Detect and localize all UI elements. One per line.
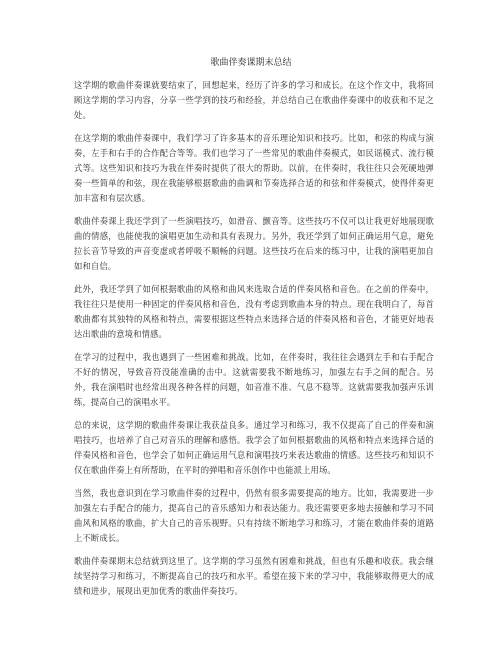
document-title: 歌曲伴奏课期末总结	[210, 58, 292, 68]
paragraph-3: 歌曲伴奏课上我还学到了一些演唱技巧，如滑音、颤音等。这些技巧不仅可以让我更好地展现歌曲的情感，也能使我的演唱更加生动和具有表现力。另外，我还学到了如何正确运用气息，避免拉长音节导致的声音变虚或者呼吸不顺畅的问题。这些技巧在后来的练习中，让我的演唱更加自如和自信。	[74, 216, 434, 271]
paragraph-5: 在学习的过程中，我也遇到了一些困难和挑战。比如，在伴奏时，我往往会遇到左手和右手配合不好的情况，导致音符没能准确的击中。这就需要我不断地练习，加强左右手之间的配合。另外，我在演唱时也经常出现各种各样的问题，如音准不准、气息不稳等。这就需要我加强声乐训练，提高自己的演唱水平。	[74, 352, 434, 407]
paragraph-1: 这学期的歌曲伴奏课就要结束了，回想起来，经历了许多的学习和成长。在这个作文中，我将回顾这学期的学习内容，分享一些学到的技巧和经验，并总结自己在歌曲伴奏课中的收获和不足之处。	[74, 80, 434, 120]
paragraph-6: 总的来说，这学期的歌曲伴奏课让我获益良多。通过学习和练习，我不仅提高了自己的伴奏和演唱技巧，也培养了自己对音乐的理解和感悟。我学会了如何根据歌曲的风格和特点来选择合适的伴奏风格和音色，也学会了如何正确运用气息和演唱技巧来表达歌曲的情感。这些技巧和知识不仅在歌曲伴奏上有所帮助，在平时的弹唱和音乐创作中也能派上用场。	[74, 420, 434, 475]
paragraph-2: 在这学期的歌曲伴奏课中，我们学习了许多基本的音乐理论知识和技巧。比如，和弦的构成与演奏，左手和右手的合作配合等等。我们也学习了一些常见的歌曲伴奏模式，如民谣模式、流行模式等。这些知识和技巧为我在伴奏时提供了很大的帮助。以前，在伴奏时，我往往只会死硬地弹奏一些简单的和弦，现在我能够根据歌曲的曲调和节奏选择合适的和弦和伴奏模式，使得伴奏更加丰富和有层次感。	[74, 133, 434, 203]
paragraph-8: 歌曲伴奏课期末总结就到这里了。这学期的学习虽然有困难和挑战，但也有乐趣和收获。我会继续坚持学习和练习，不断提高自己的技巧和水平。希望在接下来的学习中，我能够取得更大的成绩和进步，展现出更加优秀的歌曲伴奏技巧。	[74, 556, 434, 596]
paragraph-4: 此外，我还学到了如何根据歌曲的风格和曲风来选取合适的伴奏风格和音色。在之前的伴奏中，我往往只是使用一种固定的伴奏风格和音色，没有考虑到歌曲本身的特点。现在我明白了，每首歌曲都有其独特的风格和特点，需要根据这些特点来选择合适的伴奏风格和音色，才能更好地表达出歌曲的意境和情感。	[74, 284, 434, 339]
document-body	[74, 78, 434, 607]
paragraph-7: 当然，我也意识到在学习歌曲伴奏的过程中，仍然有很多需要提高的地方。比如，我需要进一步加强左右手配合的能力，提高自己的音乐感知力和表达能力。我还需要更多地去接触和学习不同曲风和风格的歌曲，扩大自己的音乐视野。只有持续不断地学习和练习，才能在歌曲伴奏的道路上不断成长。	[74, 488, 434, 543]
